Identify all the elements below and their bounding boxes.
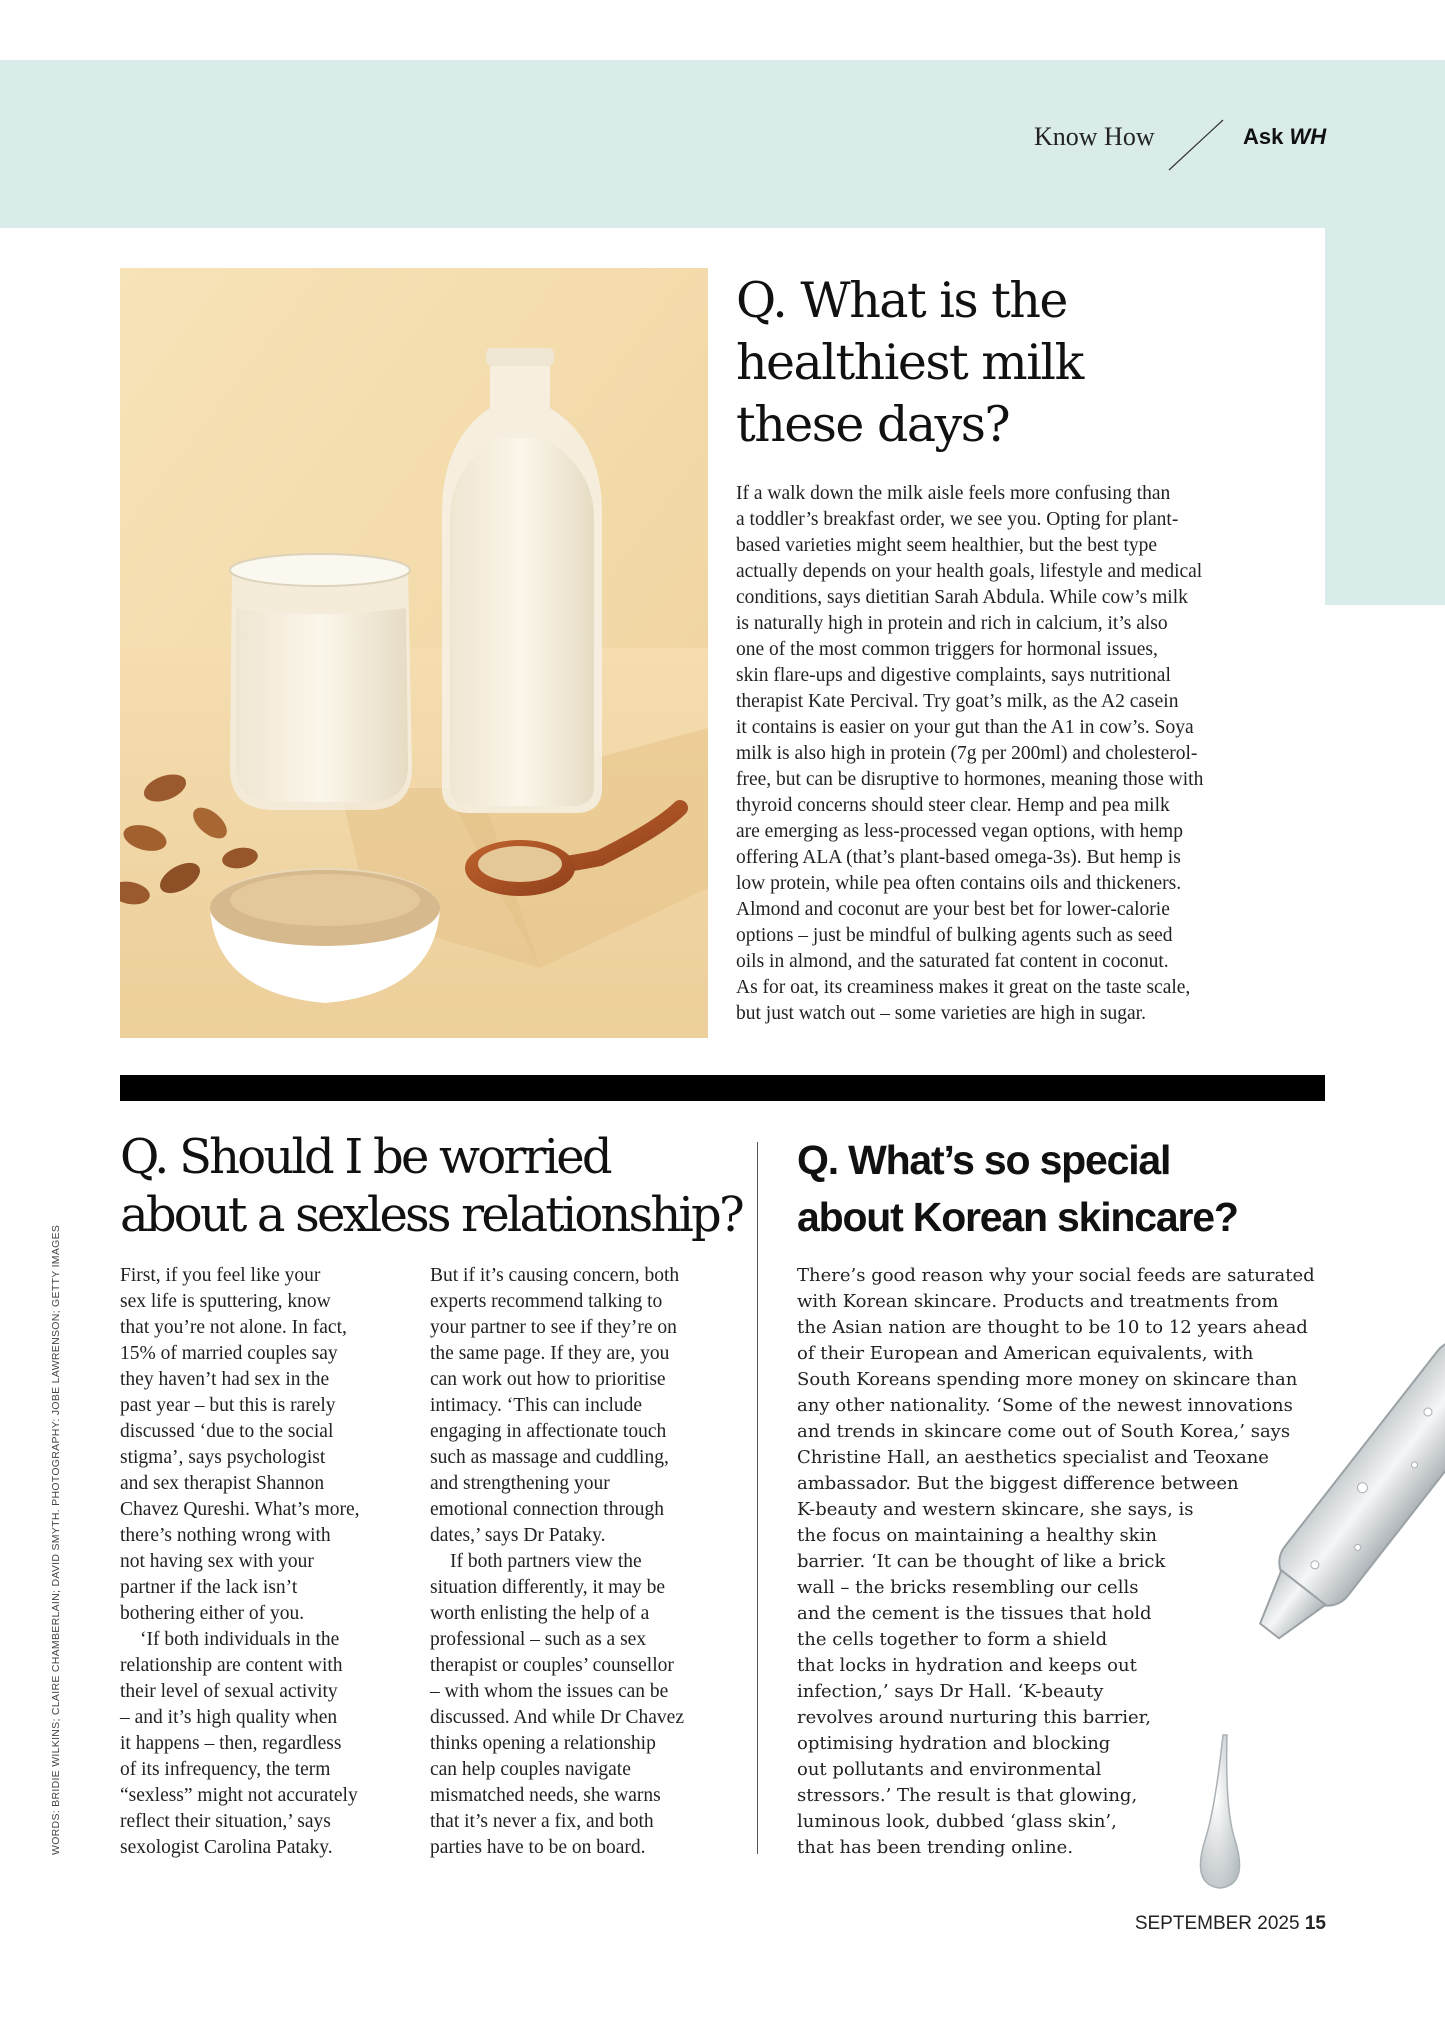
q3-body-line: and the cement is the tissues that hold — [797, 1603, 1152, 1624]
q2-line: discussed. And while Dr Chavez — [430, 1707, 684, 1728]
q2-line: parties have to be on board. — [430, 1837, 646, 1858]
q2-line: reflect their situation,’ says — [120, 1811, 331, 1832]
q2-line: of its infrequency, the term — [120, 1759, 331, 1780]
q2-line: emotional connection through — [430, 1499, 664, 1520]
q2-line: sexologist Carolina Pataky. — [120, 1837, 333, 1858]
q2-line: situation differently, it may be — [430, 1577, 666, 1598]
milk-photo — [120, 268, 708, 1038]
q3-body-line: There’s good reason why your social feeds are saturated — [797, 1265, 1315, 1286]
q3-body-line: any other nationality. ‘Some of the newest innovations — [797, 1395, 1293, 1416]
q2-line: partner if the lack isn’t — [120, 1577, 298, 1598]
q2-line: sex life is sputtering, know — [120, 1291, 331, 1312]
q2-title-line: Q. Should I be worried — [120, 1129, 610, 1185]
q1-title-line: healthiest milk — [736, 334, 1083, 391]
q3-body-line: with Korean skincare. Products and treatments from — [797, 1291, 1279, 1312]
q2-line: First, if you feel like your — [120, 1265, 321, 1286]
q2-line: bothering either of you. — [120, 1603, 305, 1624]
q2-line: and strengthening your — [430, 1473, 610, 1494]
q1-title-line: these days? — [736, 396, 1010, 453]
q2-line: their level of sexual activity — [120, 1681, 338, 1702]
q2-line: Chavez Qureshi. What’s more, — [120, 1499, 360, 1520]
q2-title — [120, 1128, 760, 1244]
side-accent-band — [1325, 60, 1445, 605]
divider-slash-icon — [1165, 118, 1235, 174]
q2-column-2 — [430, 1263, 705, 1861]
section-rule — [120, 1075, 1325, 1101]
page-footer — [1130, 1913, 1326, 1935]
q2-line: “sexless” might not accurately — [120, 1785, 358, 1806]
q2-line: thinks opening a relationship — [430, 1733, 656, 1754]
q3-body-line: Christine Hall, an aesthetics specialist and Teoxane — [797, 1447, 1269, 1468]
q1-title-line: Q. What is the — [736, 272, 1067, 329]
q2-title-line: about a sexless relationship? — [120, 1187, 742, 1243]
column-label: Ask WH — [1243, 124, 1327, 149]
q1-body-line: it contains is easier on your gut than the A1 in cow’s. Soya — [736, 717, 1194, 738]
q1-body-line: a toddler’s breakfast order, we see you. Opting for plant- — [736, 509, 1179, 530]
q2-line: the same page. If they are, you — [430, 1343, 670, 1364]
q1-body-line: one of the most common triggers for hormonal issues, — [736, 639, 1158, 660]
q1-body-line: but just watch out – some varieties are high in sugar. — [736, 1003, 1146, 1024]
q1-body-line: therapist Kate Percival. Try goat’s milk, as the A2 casein — [736, 691, 1179, 712]
q2-line: it happens – then, regardless — [120, 1733, 342, 1754]
q1-body-line: options – just be mindful of bulking agents such as seed — [736, 925, 1173, 946]
q2-paragraph — [430, 1549, 705, 1861]
q3-body-line: the Asian nation are thought to be 10 to 12 years ahead — [797, 1317, 1308, 1338]
q1-body-line: milk is also high in protein (7g per 200ml) and cholesterol- — [736, 743, 1198, 764]
q2-line: ‘If both individuals in the — [140, 1629, 340, 1650]
q2-line: dates,’ says Dr Pataky. — [430, 1525, 606, 1546]
q1-body-line: is naturally high in protein and rich in calcium, it’s also — [736, 613, 1168, 634]
q2-line: can help couples navigate — [430, 1759, 631, 1780]
q3-body-line: barrier. ‘It can be thought of like a brick — [797, 1551, 1166, 1572]
q1-body-line: low protein, while pea often contains oils and thickeners. — [736, 873, 1182, 894]
q3-body-line: optimising hydration and blocking — [797, 1733, 1111, 1754]
q2-line: professional – such as a sex — [430, 1629, 647, 1650]
q3-body-line: and trends in skincare come out of South Korea,’ says — [797, 1421, 1291, 1442]
q2-line: – with whom the issues can be — [430, 1681, 669, 1702]
column-divider — [757, 1142, 758, 1854]
q1-body-line: As for oat, its creaminess makes it great on the taste scale, — [736, 977, 1191, 998]
q2-line: If both partners view the — [450, 1551, 642, 1572]
q3-title — [797, 1132, 1317, 1246]
q3-body-line: that has been trending online. — [797, 1837, 1074, 1858]
q1-body-line: If a walk down the milk aisle feels more confusing than — [736, 483, 1171, 504]
q2-paragraph — [120, 1627, 395, 1861]
q1-body-line: thyroid concerns should steer clear. Hemp and pea milk — [736, 795, 1170, 816]
q1-body-line: are emerging as less-processed vegan options, with hemp — [736, 821, 1183, 842]
q3-body-line: K-beauty and western skincare, she says, is — [797, 1499, 1194, 1520]
q3-body-line: the focus on maintaining a healthy skin — [797, 1525, 1157, 1546]
q2-line: can work out how to prioritise — [430, 1369, 666, 1390]
q2-line: therapist or couples’ counsellor — [430, 1655, 674, 1676]
q2-line: But if it’s causing concern, both — [430, 1265, 680, 1286]
q2-line: mismatched needs, she warns — [430, 1785, 661, 1806]
section-label: Know How — [1034, 122, 1155, 151]
q2-line: such as massage and cuddling, — [430, 1447, 669, 1468]
q2-line: intimacy. ‘This can include — [430, 1395, 643, 1416]
q2-line: that it’s never a fix, and both — [430, 1811, 654, 1832]
q1-body-line: actually depends on your health goals, lifestyle and medical — [736, 561, 1203, 582]
q2-line: past year – but this is rarely — [120, 1395, 336, 1416]
q3-body-line: stressors.’ The result is that glowing, — [797, 1785, 1138, 1806]
q1-body-line: conditions, says dietitian Sarah Abdula. While cow’s milk — [736, 587, 1188, 608]
q3-body-line: South Koreans spending more money on skincare than — [797, 1369, 1298, 1390]
q3-body-line: ambassador. But the biggest difference between — [797, 1473, 1239, 1494]
q2-line: that you’re not alone. In fact, — [120, 1317, 347, 1338]
q2-paragraph — [430, 1263, 705, 1549]
q1-body-line: offering ALA (that’s plant-based omega-3s). But hemp is — [736, 847, 1181, 868]
q3-title-line: about Korean skincare? — [797, 1194, 1238, 1240]
column-brand: WH — [1289, 124, 1327, 149]
q1-body — [736, 481, 1276, 1027]
q1-title — [736, 270, 1296, 456]
q2-line: – and it’s high quality when — [120, 1707, 338, 1728]
q1-body-line: free, but can be disruptive to hormones, meaning those with — [736, 769, 1204, 790]
q2-line: experts recommend talking to — [430, 1291, 663, 1312]
q3-body — [797, 1263, 1357, 1861]
q3-body-line: infection,’ says Dr Hall. ‘K-beauty — [797, 1681, 1104, 1702]
q2-line: stigma’, says psychologist — [120, 1447, 326, 1468]
q2-paragraph — [120, 1263, 395, 1627]
issue-date: SEPTEMBER 2025 — [1134, 1913, 1300, 1934]
q3-body-line: revolves around nurturing this barrier, — [797, 1707, 1151, 1728]
q1-body-line: skin flare-ups and digestive complaints, says nutritional — [736, 665, 1171, 686]
q2-line: 15% of married couples say — [120, 1343, 338, 1364]
q2-line: they haven’t had sex in the — [120, 1369, 330, 1390]
q1-body-line: Almond and coconut are your best bet for lower-calorie — [736, 899, 1170, 920]
q2-line: not having sex with your — [120, 1551, 314, 1572]
q2-line: there’s nothing wrong with — [120, 1525, 331, 1546]
q2-line: and sex therapist Shannon — [120, 1473, 325, 1494]
q3-body-line: the cells together to form a shield — [797, 1629, 1108, 1650]
q3-title-line: Q. What’s so special — [797, 1137, 1171, 1183]
photo-credit: WORDS: BRIDIE WILKINS; CLAIRE CHAMBERLAIN; DAVID SMYTH. PHOTOGRAPHY: JOBE LAWRENSON; GETTY IMAGES — [50, 1224, 62, 1855]
q3-body-line: that locks in hydration and keeps out — [797, 1655, 1137, 1676]
q2-line: engaging in affectionate touch — [430, 1421, 667, 1442]
q2-line: discussed ‘due to the social — [120, 1421, 334, 1442]
page-number: 15 — [1304, 1913, 1326, 1934]
q2-line: your partner to see if they’re on — [430, 1317, 677, 1338]
q2-line: relationship are content with — [120, 1655, 343, 1676]
q3-body-line: luminous look, dubbed ‘glass skin’, — [797, 1811, 1117, 1832]
q3-body-line: of their European and American equivalents, with — [797, 1343, 1254, 1364]
q2-column-1 — [120, 1263, 395, 1861]
q2-line: worth enlisting the help of a — [430, 1603, 650, 1624]
q3-body-line: wall – the bricks resembling our cells — [797, 1577, 1139, 1598]
q3-body-line: out pollutants and environmental — [797, 1759, 1102, 1780]
q1-body-line: based varieties might seem healthier, but the best type — [736, 535, 1158, 556]
q1-body-line: oils in almond, and the saturated fat content in coconut. — [736, 951, 1169, 972]
